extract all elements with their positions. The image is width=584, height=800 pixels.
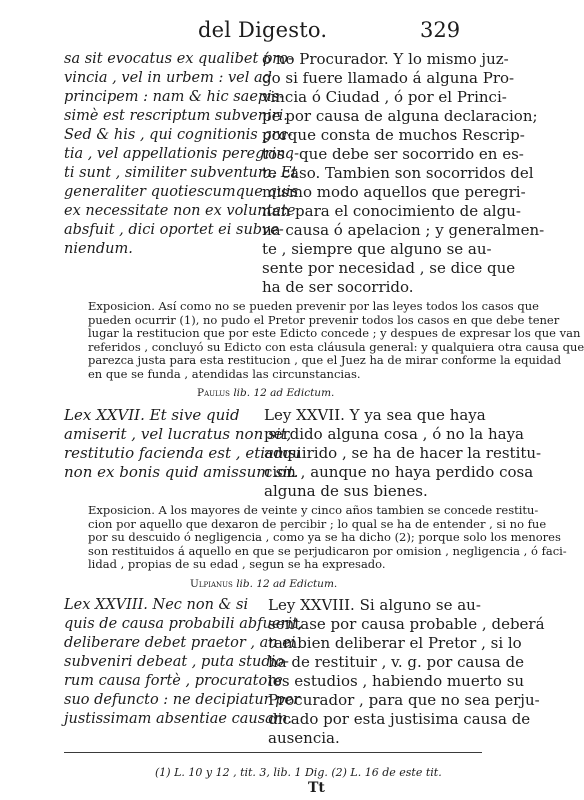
- signature-mark: Tt: [308, 780, 325, 796]
- text-line: na causa ó apelacion ; y generalmen-: [262, 221, 545, 239]
- text-line: go si fuere llamado á alguna Pro-: [262, 69, 515, 87]
- text-line: rum causa fortè , procuratore: [64, 673, 283, 689]
- attribution-ulpianus: [190, 578, 337, 590]
- footnote: (1) L. 10 y 12 , tit. 3, lib. 1 Dig. (2) L. 16 de este tit.: [155, 766, 442, 779]
- text-line: porque consta de muchos Rescrip-: [262, 126, 525, 144]
- exposicion-paragraph-1: [88, 299, 584, 381]
- text-line: quis de causa probabili abfuerit,: [64, 616, 303, 632]
- text-line: por su descuido ó negligencia , como ya se ha dicho (2); porque solo los menores: [88, 530, 561, 544]
- text-line: parezca justa para esta restitucion , que el Juez ha de mirar conforme la equidad: [88, 353, 562, 367]
- text-line: tos , que debe ser socorrido en es-: [262, 145, 524, 163]
- page-number: 329: [420, 18, 461, 42]
- text-line: mismo modo aquellos que peregri-: [262, 183, 526, 201]
- text-line: ex necessitate non ex voluntate: [64, 203, 296, 219]
- text-line: lidad , propias de su edad , segun se ha expresado.: [88, 557, 386, 571]
- text-line: dicado por esta justisima causa de: [268, 710, 531, 728]
- text-line: cion , aunque no haya perdido cosa: [264, 463, 534, 481]
- attribution-author: Ulpianus: [190, 578, 233, 590]
- exposicion-paragraph-2: [88, 503, 567, 572]
- text-line: Sed & his , qui cognitionis gra-: [64, 127, 293, 143]
- text-line: vincia , vel in urbem : vel ad: [64, 70, 272, 86]
- text-line: tia , vel appellationis peregrina-: [64, 146, 299, 162]
- text-line: principem : nam & hic saepis-: [64, 89, 285, 105]
- text-line: simè est rescriptum subveniri.: [64, 108, 288, 124]
- spanish-column-lex28: [268, 596, 545, 748]
- text-line: alguna de sus bienes.: [264, 482, 428, 500]
- text-line: Exposicion. A los mayores de veinte y cinco años tambien se concede restitu-: [88, 503, 539, 517]
- text-line: Ley XXVIII. Si alguno se au-: [268, 596, 481, 614]
- text-line: ausencia.: [268, 729, 340, 747]
- attribution-source: lib. 12 ad Edictum.: [236, 578, 338, 590]
- text-line: niendum.: [64, 241, 133, 257]
- running-header: del Digesto.: [198, 18, 328, 42]
- text-line: en que se funda , atendidas las circunstancias.: [88, 366, 361, 381]
- spanish-column-1: [262, 50, 545, 297]
- text-line: Lex XXVIII. Nec non & si: [64, 597, 249, 613]
- text-line: restitutio facienda est , etiamsi: [64, 444, 301, 462]
- text-line: sente por necesidad , se dice que: [262, 259, 516, 277]
- text-line: Procurador , para que no sea perju-: [268, 691, 540, 709]
- text-line: Ley XXVII. Y ya sea que haya: [264, 406, 486, 424]
- text-line: te caso. Tambien son socorridos del: [262, 164, 534, 182]
- footnote-rule: [64, 752, 482, 753]
- text-line: Exposicion. Así como no se pueden prevenir por las leyes todos los casos que: [88, 299, 539, 313]
- text-line: non ex bonis quid amissum sit.: [64, 463, 299, 481]
- text-line: pueden ocurrir (1), no pudo el Pretor prevenir todos los casos en que debe tener: [88, 312, 560, 327]
- text-line: amiserit , vel lucratus non sit,: [64, 425, 292, 443]
- latin-column-lex27: [64, 406, 301, 482]
- text-line: perdido alguna cosa , ó no la haya: [264, 425, 524, 443]
- text-line: ha de restituir , v. g. por causa de: [268, 653, 524, 671]
- text-line: ti sunt , similiter subventum. Et: [64, 165, 298, 181]
- text-line: adquirido , se ha de hacer la restitu-: [264, 444, 542, 462]
- text-line: sentase por causa probable , deberá: [268, 615, 545, 633]
- text-line: absfuit , dici oportet ei subve-: [64, 222, 284, 238]
- attribution-author: Paulus: [197, 387, 230, 399]
- text-line: pe por causa de alguna declaracion;: [262, 107, 538, 125]
- text-line: lugar la restitucion que por este Edicto concede ; y despues de expresar los que van: [88, 326, 581, 340]
- text-line: ó no Procurador. Y lo mismo juz-: [262, 50, 509, 68]
- text-line: sa sit evocatus ex qualibet pro-: [64, 51, 293, 67]
- attribution-paulus: [197, 387, 334, 399]
- attribution-source: lib. 12 ad Edictum.: [233, 387, 335, 399]
- text-line: ha de ser socorrido.: [262, 278, 414, 296]
- text-line: Lex XXVII. Et sive quid: [64, 406, 240, 424]
- text-line: cion por aquello que dexaron de percibir ; lo qual se ha de entender , si no fue: [88, 516, 547, 531]
- text-line: nan para el conocimiento de algu-: [262, 202, 521, 220]
- text-line: deliberare debet praetor , an ei: [64, 635, 296, 651]
- text-line: vincia ó Ciudad , ó por el Princi-: [262, 88, 507, 106]
- text-line: justissimam absentiae causam.: [64, 711, 293, 727]
- text-line: los estudios , habiendo muerto su: [268, 672, 525, 690]
- text-line: te , siempre que alguno se au-: [262, 240, 492, 258]
- text-line: referidos , concluyó su Edicto con esta cláusula general: y qualquiera otra causa que: [88, 339, 584, 354]
- text-line: generaliter quotiescumque quis: [64, 184, 299, 200]
- spanish-column-lex27: [264, 406, 542, 501]
- text-line: son restituidos á aquello en que se perjudicaron por omision , negligencia , ó faci-: [88, 543, 567, 558]
- latin-column-1: [64, 50, 299, 259]
- latin-column-lex28: [64, 596, 303, 729]
- text-line: tambien deliberar el Pretor , si lo: [268, 634, 522, 652]
- text-line: suo defuncto : ne decipiatur per: [64, 692, 301, 708]
- text-line: subveniri debeat , puta studio-: [64, 654, 289, 670]
